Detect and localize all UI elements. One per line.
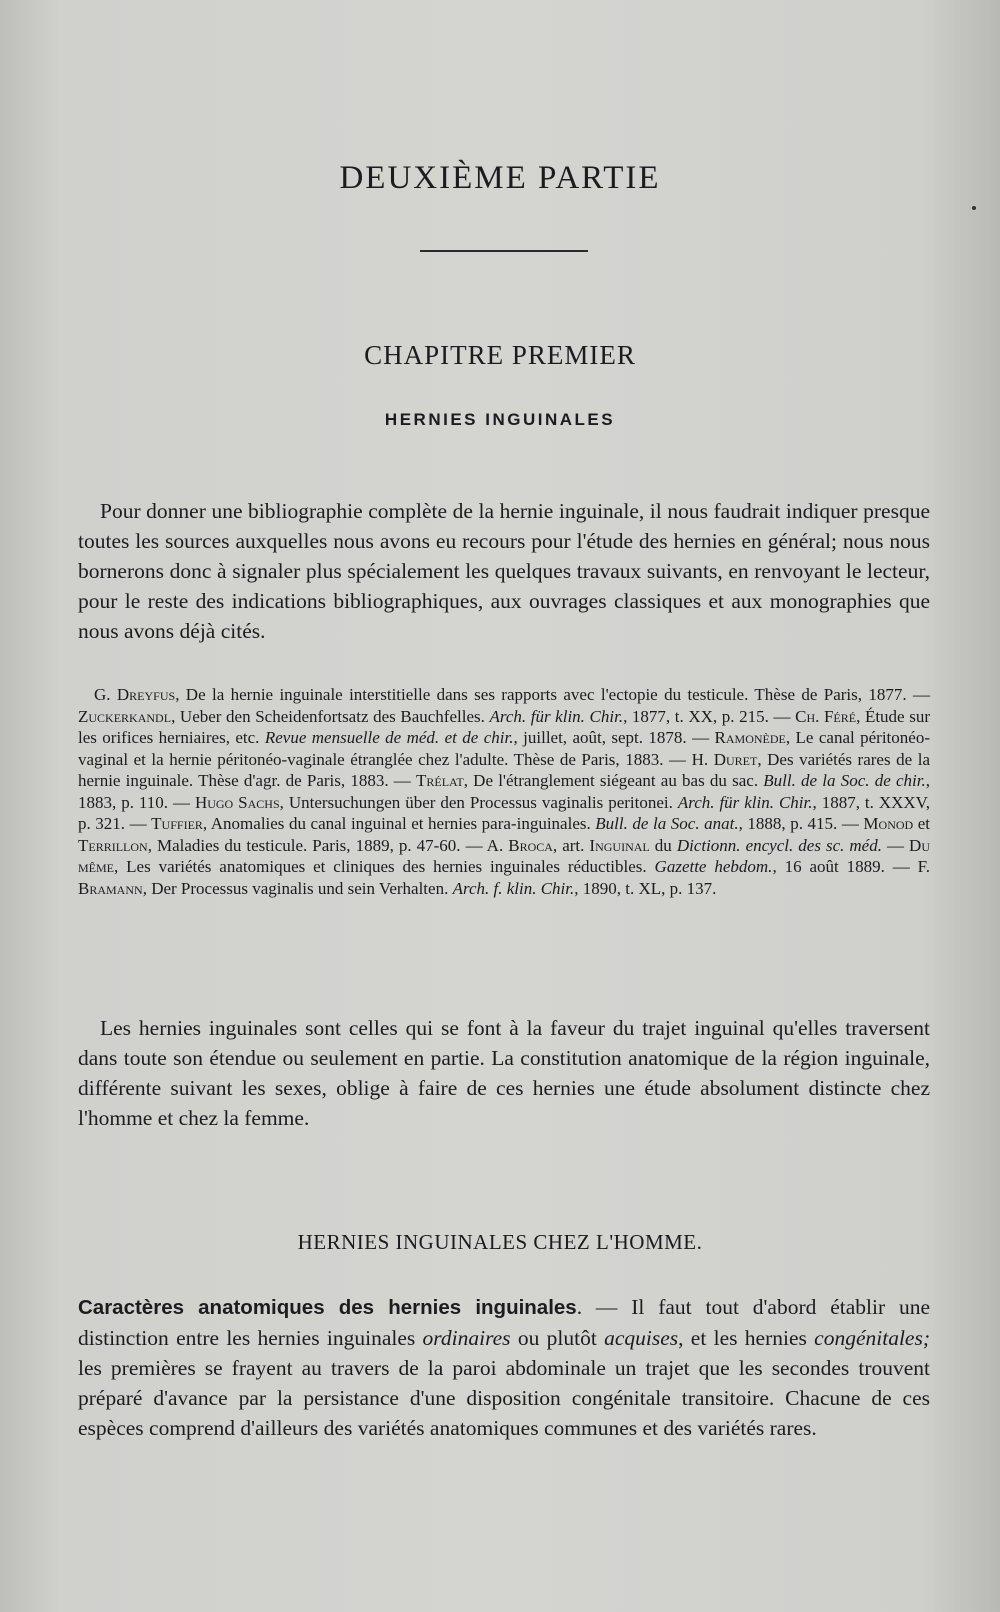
bib-text: et: [913, 814, 931, 833]
bib-text: , Untersuchungen über den Processus vaginalis peritonei.: [279, 792, 678, 812]
bib-text: , art.: [552, 835, 590, 855]
bib-text: , Les variétés anatomiques et cliniques des hernies inguinales réductibles.: [114, 857, 655, 876]
bib-author: Bramann: [78, 878, 143, 898]
bib-text: , Étude sur les orifices herniaires, etc.: [78, 706, 930, 747]
bib-text: , 1883, p. 110. —: [78, 771, 930, 812]
chapter-title: CHAPITRE PREMIER: [364, 340, 636, 370]
subsection-title: HERNIES INGUINALES CHEZ L'HOMME.: [297, 1230, 703, 1254]
bib-author: Terrillon: [78, 835, 148, 855]
bib-author: Zuckerkandl: [78, 706, 172, 726]
bib-text: , 1887, t. XXXV, p. 321. —: [78, 792, 930, 833]
bib-text: , Ueber den Scheidenfortsatz des Bauchfelles.: [171, 706, 490, 726]
bib-journal: Revue mensuelle de méd. et de chir.: [264, 728, 514, 747]
bib-author: Tuffier: [151, 814, 203, 833]
bib-journal: Bull. de la Soc. anat.: [595, 814, 739, 833]
bib-text: , juillet, août, sept. 1878. —: [513, 728, 715, 747]
bib-journal: Gazette hebdom.: [654, 857, 773, 876]
anatomy-paragraph: [78, 1292, 930, 1443]
definition-paragraph: Les hernies inguinales sont celles qui se font à la faveur du trajet inguinal qu'elles traversent dans toute son étendue ou seulement en partie. La constitution anatomique de la région inguinale, différente suivant les sexes, oblige à faire de ces hernies une étude absolument distincte chez l'homme et chez la femme.: [78, 1016, 930, 1130]
bib-author: Du même: [78, 835, 930, 876]
bibliography-paragraph: [78, 684, 930, 899]
bib-text: du: [649, 835, 677, 855]
bib-journal: Arch. f. klin. Chir.: [452, 878, 575, 898]
anatomy-text: ou plutôt: [510, 1326, 605, 1350]
anatomy-emphasis: ordinaires: [422, 1326, 511, 1350]
bib-text: , Maladies du testicule. Paris, 1889, p. 47-60. — A.: [147, 835, 509, 855]
bib-text: , 1877, t. XX, p. 215. —: [623, 706, 796, 726]
bib-entry-term: Inguinal: [589, 835, 650, 855]
section-title: HERNIES INGUINALES: [384, 410, 616, 429]
bib-author: Broca: [508, 835, 553, 855]
bib-author: Monod: [863, 814, 914, 833]
bib-text: , Der Processus vaginalis und sein Verhalten.: [142, 878, 453, 898]
anatomy-text: les premières se frayent au travers de la paroi abdominale un trajet que les secondes trouvent préparé d'avance par la persistance d'une disposition congénitale transitoire. Chacune de ces espèces comprend d'ailleurs des variétés anatomiques communes et des variétés rares.: [78, 1356, 930, 1440]
anatomy-emphasis: congénitales;: [814, 1326, 930, 1350]
bib-author: Ramonède: [714, 728, 786, 747]
anatomy-heading: Caractères anatomiques des hernies inguinales: [78, 1296, 577, 1319]
bib-text: , 16 août 1889. — F.: [772, 857, 930, 876]
bib-author: Trélat: [416, 771, 464, 790]
intro-paragraph: Pour donner une bibliographie complète de la hernie inguinale, il nous faudrait indiquer presque toutes les sources auxquelles nous avons eu recours pour l'étude des hernies en général; nous nous bornerons donc à signaler plus spécialement les quelques travaux suivants, en renvoyant le lecteur, pour le reste des indications bibliographiques, aux ouvrages classiques et aux monographies que nous avons déjà cités.: [78, 499, 930, 643]
paper-speck: [972, 206, 976, 210]
bib-text: , De la hernie inguinale interstitielle dans ses rapports avec l'ectopie du testicule. Thèse de Paris, 1877. —: [175, 685, 930, 704]
bib-author: H. Duret: [691, 749, 758, 769]
bib-text: , 1888, p. 415. —: [738, 814, 864, 833]
bib-journal: Dictionn. encycl. des sc. méd.: [676, 835, 882, 855]
bib-journal: Bull. de la Soc. de chir.: [763, 771, 926, 790]
bib-author: Hugo Sachs: [194, 792, 280, 812]
bib-text: —: [881, 835, 910, 855]
bib-text: , De l'étranglement siégeant au bas du sac.: [463, 771, 764, 790]
bib-journal: Arch. für klin. Chir.: [489, 706, 624, 726]
bib-text: , Anomalies du canal inguinal et hernies para-inguinales.: [202, 814, 596, 833]
title-divider: [420, 250, 588, 252]
anatomy-text: , et les hernies: [678, 1326, 815, 1350]
bib-text: , 1890, t. XL, p. 137.: [574, 878, 717, 898]
anatomy-emphasis: acquises: [604, 1326, 679, 1350]
bib-text: , Des variétés rares de la hernie inguinale. Thèse d'agr. de Paris, 1883. —: [78, 749, 931, 790]
bib-text: , Le canal péritonéo-vaginal et la hernie péritonéo-vaginale étranglée chez l'adulte. Thèse de Paris, 1883. —: [78, 728, 930, 769]
bib-author: Ch. Féré: [795, 706, 857, 726]
anatomy-text: . — Il faut tout d'abord établir une distinction entre les hernies inguinales: [78, 1295, 930, 1350]
part-title: DEUXIÈME PARTIE: [339, 160, 661, 196]
bib-journal: Arch. für klin. Chir.: [677, 792, 813, 812]
bib-author: G. Dreyfus: [94, 685, 176, 704]
